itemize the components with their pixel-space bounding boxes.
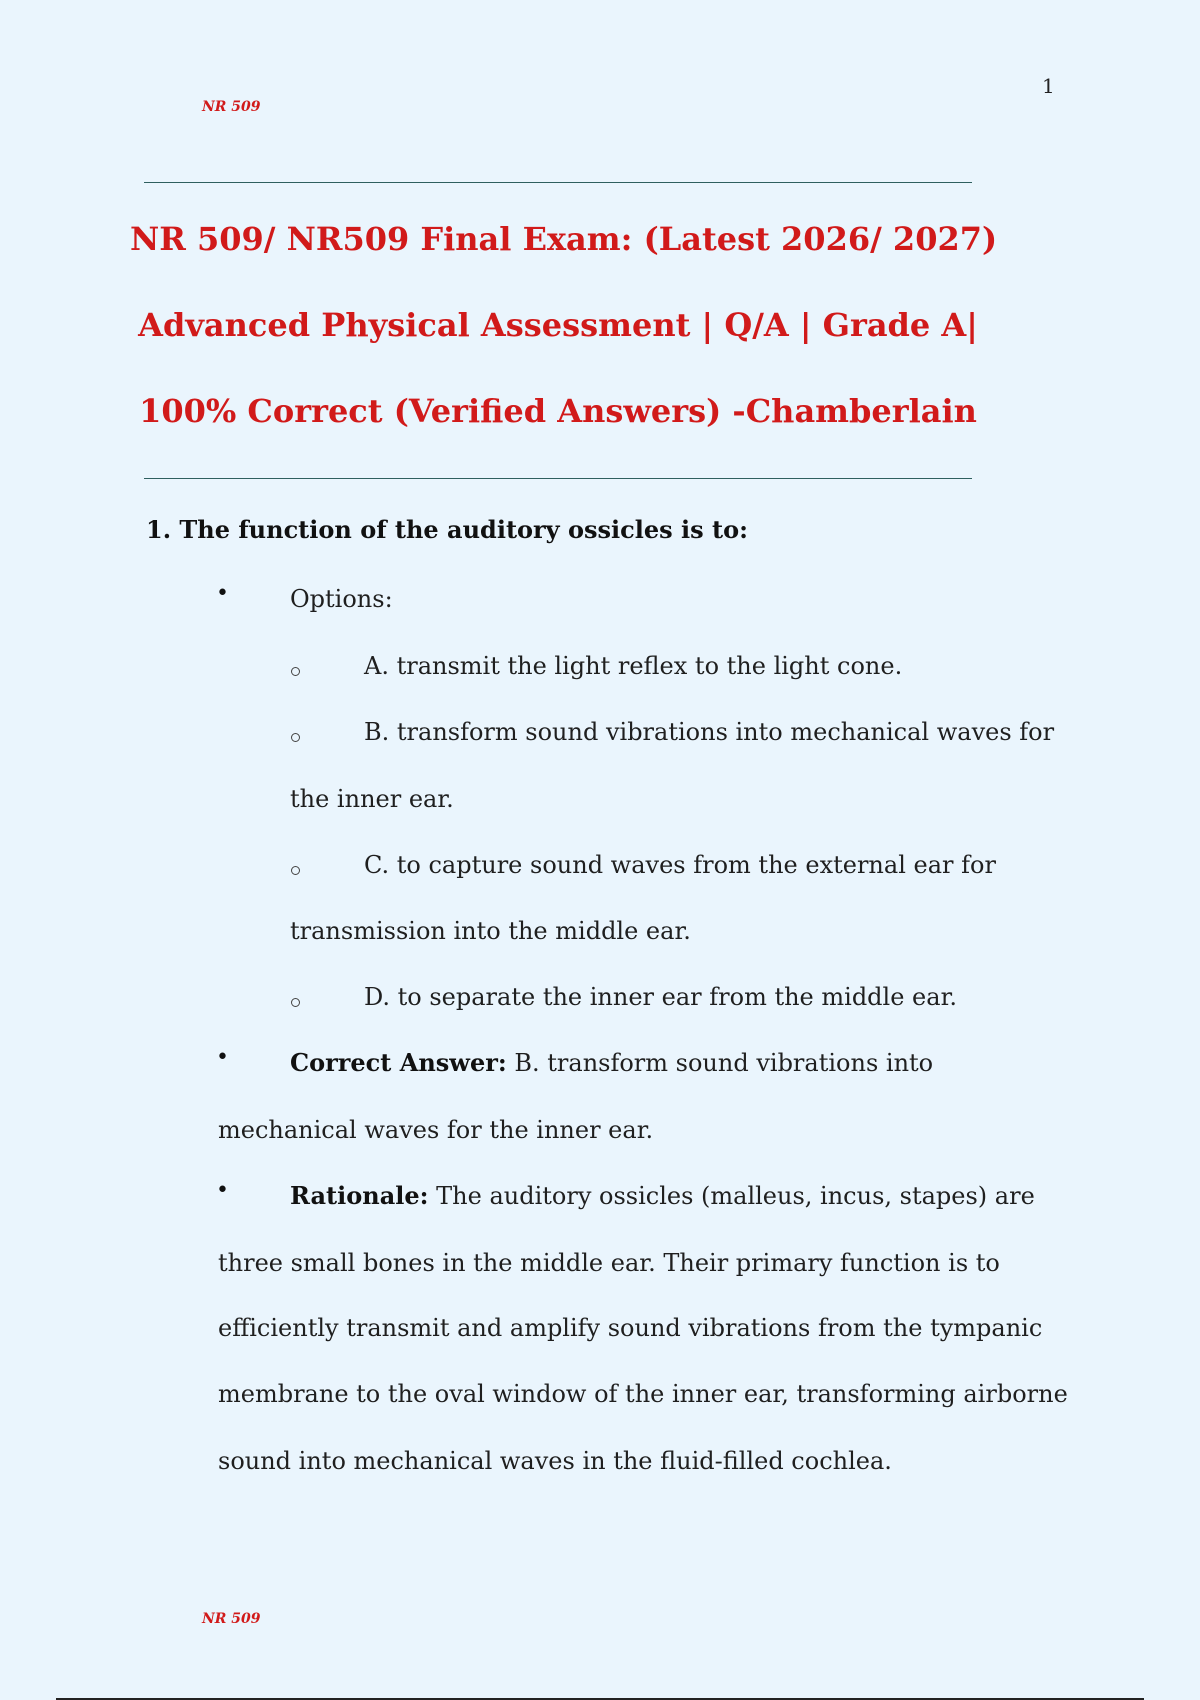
option-b-line-2: the inner ear.	[290, 785, 454, 813]
footer-mark: NR 509	[202, 1611, 261, 1627]
title-line-1: NR 509/ NR509 Final Exam: (Latest 2026/ 2027)	[130, 220, 998, 258]
option-b-line-1: B. transform sound vibrations into mechanical waves for	[364, 718, 1055, 746]
rationale-line-5: sound into mechanical waves in the fluid-filled cochlea.	[218, 1447, 892, 1475]
option-a: A. transmit the light reflex to the light cone.	[364, 652, 903, 680]
option-c-line-1: C. to capture sound waves from the external ear for	[364, 851, 996, 879]
circle-bullet	[291, 998, 300, 1007]
title-line-2: Advanced Physical Assessment | Q/A | Grade A|	[138, 306, 978, 344]
correct-answer-label: Correct Answer:	[290, 1048, 507, 1077]
rationale-line-3: efficiently transmit and amplify sound vibrations from the tympanic	[218, 1314, 1043, 1342]
bullet-dot: •	[216, 1045, 229, 1070]
rationale-line-2: three small bones in the middle ear. Their primary function is to	[218, 1249, 1000, 1277]
option-d: D. to separate the inner ear from the middle ear.	[364, 983, 958, 1011]
header-mark: NR 509	[202, 99, 261, 115]
correct-answer-line-2: mechanical waves for the inner ear.	[218, 1116, 654, 1144]
page-number: 1	[1042, 74, 1055, 98]
bullet-dot: •	[216, 581, 229, 606]
title-bottom-rule	[144, 478, 972, 479]
options-label: Options:	[290, 585, 393, 613]
title-line-3: 100% Correct (Verified Answers) -Chamberlain	[139, 392, 977, 430]
circle-bullet	[291, 866, 300, 875]
top-rule	[144, 182, 972, 183]
rationale-text: The auditory ossicles (malleus, incus, stapes) are	[428, 1182, 1035, 1210]
circle-bullet	[291, 667, 300, 676]
rationale-label: Rationale:	[290, 1181, 429, 1210]
option-c-line-2: transmission into the middle ear.	[290, 917, 691, 945]
document-title	[130, 196, 998, 454]
rationale-line-1	[290, 1163, 1035, 1229]
circle-bullet	[291, 733, 300, 742]
correct-answer-text: B. transform sound vibrations into	[506, 1049, 934, 1077]
rationale-line-4: membrane to the oval window of the inner ear, transforming airborne	[218, 1380, 1068, 1408]
correct-answer-line-1	[290, 1030, 933, 1096]
question-heading: 1. The function of the auditory ossicles is to:	[146, 515, 748, 544]
bullet-dot: •	[216, 1178, 229, 1203]
